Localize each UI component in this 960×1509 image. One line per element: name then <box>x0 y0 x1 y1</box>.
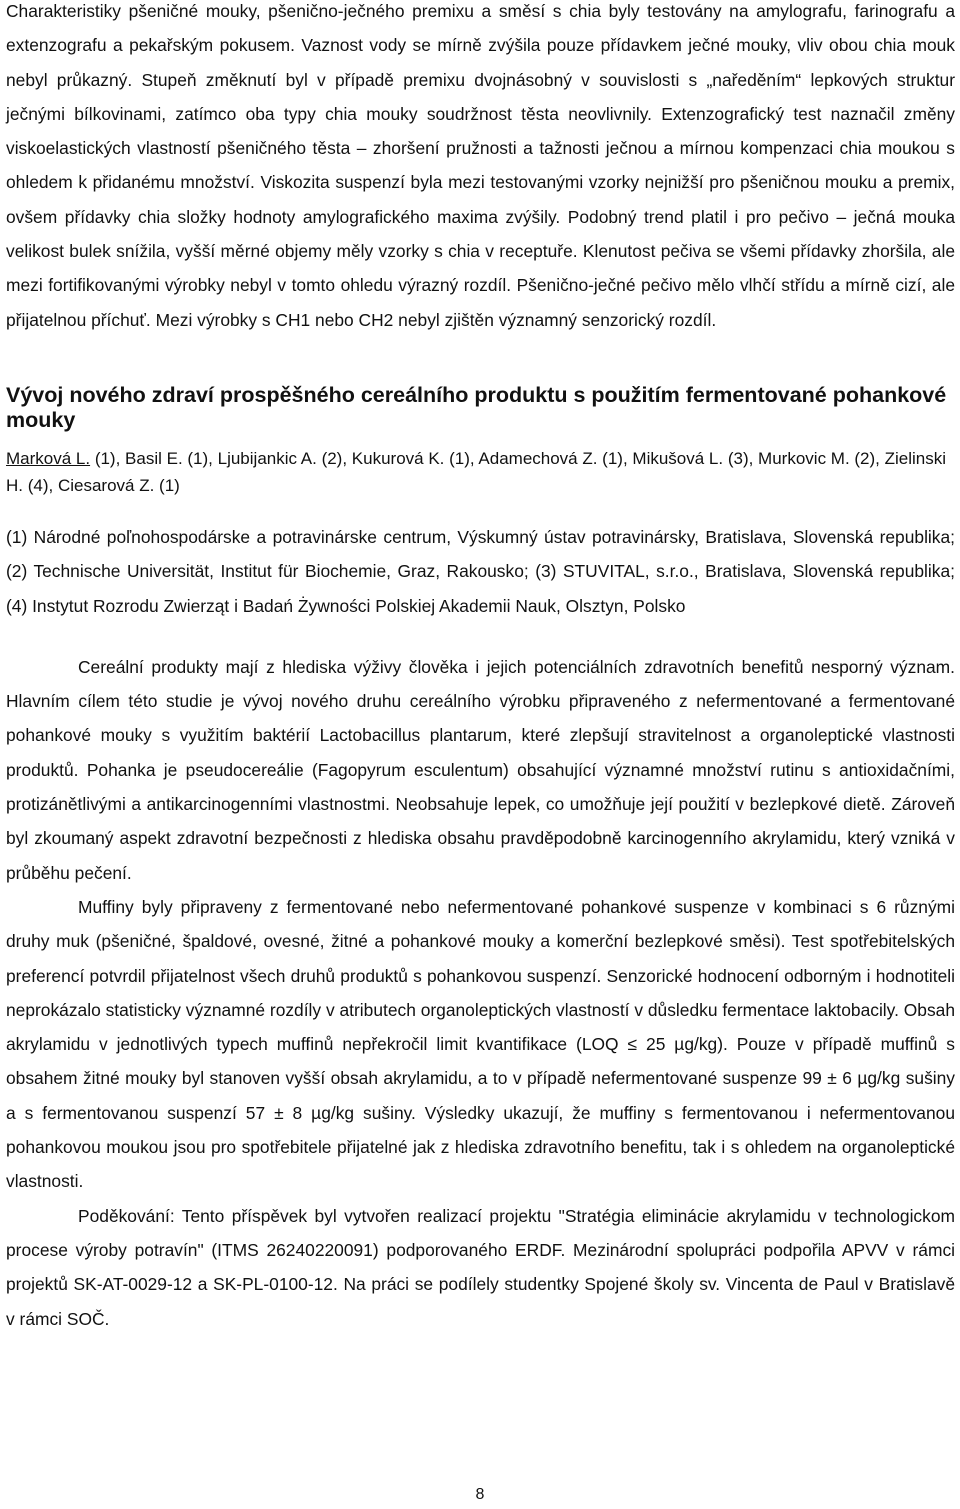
abstract-paragraph-1: Cereální produkty mají z hlediska výživy člověka i jejich potenciálních zdravotních benefitů nesporný význam. Hlavním cílem této studie je vývoj nového druhu cereálního výrobku připraveného z nefermentované a fermentované pohankové mouky s využitím baktérií Lactobacillus plantarum, které zlepšují stravitelnost a organoleptické vlastnosti produktů. Pohanka je pseudocereálie (Fagopyrum esculentum) obsahující významné množství rutinu s antioxidačními, protizánětlivými a antikarcinogenními vlastnostmi. Neobsahuje lepek, co umožňuje její použití v bezlepkové dietě. Zároveň byl zkoumaný aspekt zdravotní bezpečnosti z hlediska obsahu pravděpodobně karcinogenního akrylamidu, který vzniká v průběhu pečení. <box>6 656 955 883</box>
author-list <box>6 445 955 499</box>
intro-paragraph: Charakteristiky pšeničné mouky, pšenično-ječného premixu a směsí s chia byly testovány na amylografu, farinografu a extenzografu a pekařským pokusem. Vaznost vody se mírně zvýšila pouze přídavkem ječné mouky, vliv obou chia mouk nebyl průkazný. Stupeň změknutí byl v případě premixu dvojnásobný v souvislosti s „naředěním“ lepkových struktur ječnými bílkovinami, zatímco oba typy chia mouky soudržnost těsta neovlivnily. Extenzografický test naznačil změny viskoelastických vlastností pšeničného těsta – zhoršení pružnosti a tažnosti ječnou a mírnou kompenzaci chia moukou s ohledem k přidanému množství. Viskozita suspenzí byla mezi testovanými vzorky nejnižší pro pšeničnou mouku a premix, ovšem přídavky chia složky hodnoty amylografického maxima zvýšily. Podobný trend platil i pro pečivo – ječná mouka velikost bulek snížila, vyšší měrné objemy měly vzorky s chia v receptuře. Klenutost pečiva se všemi přídavky zhoršila, ale mezi fortifikovanými výrobky nebyl v tomto ohledu výrazný rozdíl. Pšenično-ječné pečivo mělo vlhčí střídu a mírně cizí, ale přijatelnou příchuť. Mezi výrobky s CH1 nebo CH2 nebyl zjištěn významný senzorický rozdíl. <box>6 1 955 330</box>
article-title: Vývoj nového zdraví prospěšného cereálního produktu s použitím fermentované pohankové mouky <box>6 382 947 432</box>
presenting-author: Marková L. <box>6 448 91 468</box>
document-page <box>6 0 955 1336</box>
acknowledgement: Poděkování: Tento příspěvek byl vytvořen realizací projektu "Stratégia eliminácie akrylamidu v technologickom procese výroby potravín" (ITMS 26240220091) podporovaného ERDF. Mezinárodní spolupráci podpořila APVV v rámci projektů SK-AT-0029-12 a SK-PL-0100-12. Na práci se podílely studentky Spojené školy sv. Vincenta de Paul v Bratislavě v rámci SOČ. <box>6 1205 955 1329</box>
co-authors: (1), Basil E. (1), Ljubijankic A. (2), Kukurová K. (1), Adamechová Z. (1), Mikušová L. (3), Murkovic M. (2), Zielinski H. (4), Ciesarová Z. (1) <box>6 448 947 495</box>
abstract-paragraph-2: Muffiny byly připraveny z fermentované nebo nefermentované pohankové suspenze v kombinaci s 6 různými druhy muk (pšeničné, špaldové, ovesné, žitné a pohankové mouky a komerční bezlepkové směsi). Test spotřebitelských preferencí potvrdil přijatelnost všech druhů produktů s pohankovou suspenzí. Senzorické hodnocení odborným i hodnotiteli neprokázalo statisticky významné rozdíly v atributech organoleptických vlastností v důsledku fermentace laktobacily. Obsah akrylamidu v jednotlivých typech muffinů nepřekročil limit kvantifikace (LOQ ≤ 25 µg/kg). Pouze v případě muffinů s obsahem žitné mouky byl stanoven vyšší obsah akrylamidu, a to v případě nefermentované suspenze 99 ± 6 µg/kg sušiny a s fermentovanou suspenzí 57 ± 8 µg/kg sušiny. Výsledky ukazují, že muffiny s fermentovanou i nefermentovanou pohankovou moukou jsou pro spotřebitele přijatelné jak z hlediska zdravotního benefitu, tak i s ohledem na organoleptické vlastnosti. <box>6 896 955 1192</box>
affiliations: (1) Národné poľnohospodárske a potravinárske centrum, Výskumný ústav potravinársky, Bratislava, Slovenská republika; (2) Technische Universität, Institut für Biochemie, Graz, Rakousko; (3) STUVITAL, s.r.o., Bratislava, Slovenská republika; (4) Instytut Rozrodu Zwierząt i Badań Żywności Polskiej Akademii Nauk, Olsztyn, Polsko <box>6 526 955 616</box>
page-number: 8 <box>475 1486 485 1503</box>
